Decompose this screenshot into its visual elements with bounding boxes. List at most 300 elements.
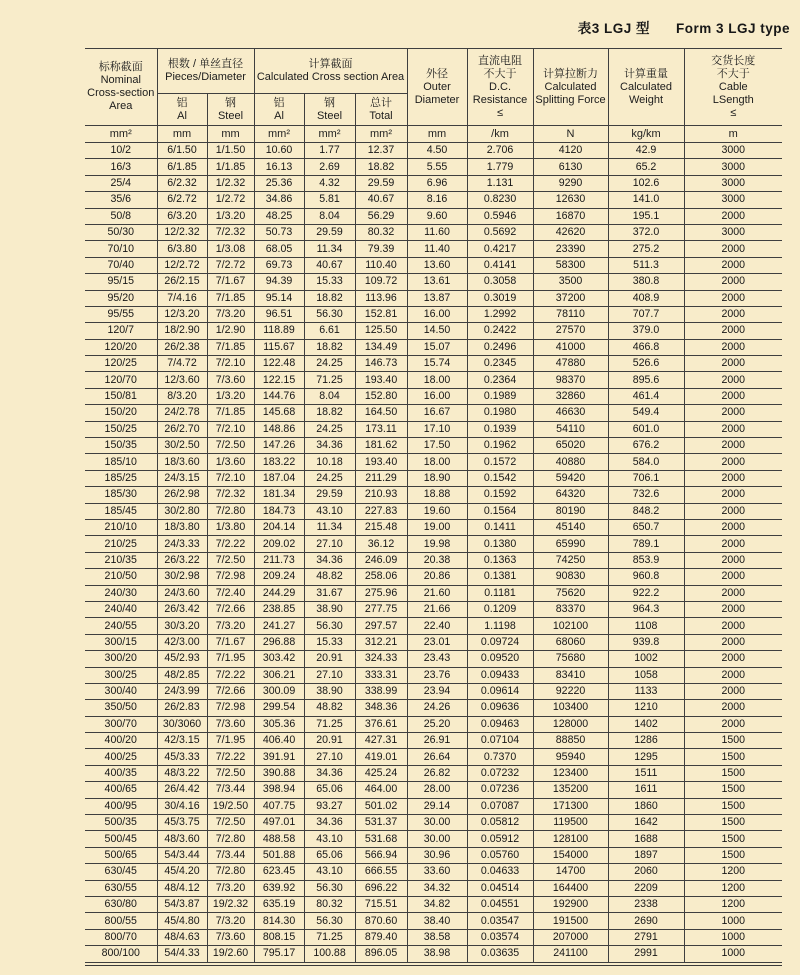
cell: 1/3.20: [207, 388, 254, 404]
cell: 70/10: [85, 241, 157, 257]
cell: 123400: [533, 765, 608, 781]
cell: 398.94: [254, 782, 304, 798]
table-row: [85, 913, 782, 929]
cell: 26.64: [407, 749, 467, 765]
cell: 0.1989: [467, 388, 533, 404]
page-title-cn: 表3 LGJ 型: [577, 21, 650, 36]
cell: 379.0: [608, 323, 684, 339]
cell: 0.1980: [467, 405, 533, 421]
cell: 18.82: [304, 290, 355, 306]
cell: 333.31: [355, 667, 407, 683]
cell: 95/15: [85, 274, 157, 290]
cell: 12/3.60: [157, 372, 207, 388]
cell: 43.10: [304, 864, 355, 880]
cell: 406.40: [254, 733, 304, 749]
cell: 154000: [533, 847, 608, 863]
cell: 4.32: [304, 175, 355, 191]
table-row: [85, 274, 782, 290]
cell: 150/25: [85, 421, 157, 437]
table-row: [85, 749, 782, 765]
cell: 13.87: [407, 290, 467, 306]
cell: 24/3.33: [157, 536, 207, 552]
cell: 7/2.32: [207, 224, 254, 240]
cell: 1860: [608, 798, 684, 814]
cell: 0.09463: [467, 716, 533, 732]
cell: 30/3060: [157, 716, 207, 732]
cell: 150/81: [85, 388, 157, 404]
cell: 244.29: [254, 585, 304, 601]
cell: 7/2.66: [207, 601, 254, 617]
cell: 350/50: [85, 700, 157, 716]
cell: 120/70: [85, 372, 157, 388]
unit-cell: mm²: [254, 126, 304, 143]
cell: 19.60: [407, 503, 467, 519]
cell: 1500: [684, 733, 782, 749]
cell: 54/4.33: [157, 946, 207, 962]
cell: 808.15: [254, 929, 304, 945]
cell: 500/35: [85, 815, 157, 831]
cell: 102.6: [608, 175, 684, 191]
table-row: [85, 552, 782, 568]
cell: 732.6: [608, 487, 684, 503]
table-body: [85, 143, 782, 963]
col-header-dc-resistance: 直流电阻 不大于 D.C. Resistance ≤: [467, 49, 533, 126]
cell: 324.33: [355, 651, 407, 667]
cell: 93.27: [304, 798, 355, 814]
cell: 511.3: [608, 257, 684, 273]
cell: 80.32: [304, 896, 355, 912]
cell: 207000: [533, 929, 608, 945]
cell: 7/4.72: [157, 356, 207, 372]
cell: 48/3.22: [157, 765, 207, 781]
cell: 191500: [533, 913, 608, 929]
cell: 43.10: [304, 503, 355, 519]
cell: 258.06: [355, 569, 407, 585]
cell: 2000: [684, 405, 782, 421]
cell: 0.03547: [467, 913, 533, 929]
cell: 407.75: [254, 798, 304, 814]
table-row: [85, 257, 782, 273]
table-row: [85, 864, 782, 880]
cell: 2060: [608, 864, 684, 880]
cell: 95940: [533, 749, 608, 765]
cell: 75620: [533, 585, 608, 601]
cell: 408.9: [608, 290, 684, 306]
cell: 19/2.50: [207, 798, 254, 814]
cell: 2000: [684, 519, 782, 535]
cell: 21.60: [407, 585, 467, 601]
cell: 68060: [533, 634, 608, 650]
cell: 6/2.32: [157, 175, 207, 191]
cell: 125.50: [355, 323, 407, 339]
cell: 2000: [684, 667, 782, 683]
cell: 2338: [608, 896, 684, 912]
cell: 300/20: [85, 651, 157, 667]
table-row: [85, 388, 782, 404]
cell: 1642: [608, 815, 684, 831]
cell: 50/8: [85, 208, 157, 224]
table-row: [85, 683, 782, 699]
cell: 7/3.44: [207, 847, 254, 863]
cell: 9290: [533, 175, 608, 191]
cell: 0.09614: [467, 683, 533, 699]
cell: 45/4.20: [157, 864, 207, 880]
cell: 0.1572: [467, 454, 533, 470]
cell: 15.74: [407, 356, 467, 372]
cell: 120/7: [85, 323, 157, 339]
cell: 204.14: [254, 519, 304, 535]
cell: 24.26: [407, 700, 467, 716]
cell: 16.00: [407, 388, 467, 404]
cell: 148.86: [254, 421, 304, 437]
cell: 566.94: [355, 847, 407, 863]
cell: 2000: [684, 618, 782, 634]
cell: 18/3.60: [157, 454, 207, 470]
cell: 18.00: [407, 454, 467, 470]
table-row: [85, 290, 782, 306]
cell: 48.82: [304, 700, 355, 716]
cell: 209.24: [254, 569, 304, 585]
cell: 115.67: [254, 339, 304, 355]
cell: 380.8: [608, 274, 684, 290]
cell: 30/4.16: [157, 798, 207, 814]
cell: 300/25: [85, 667, 157, 683]
sub-header-steel-pieces: 钢 Steel: [207, 94, 254, 126]
cell: 0.1209: [467, 601, 533, 617]
cell: 5.55: [407, 159, 467, 175]
cell: 300.09: [254, 683, 304, 699]
cell: 400/65: [85, 782, 157, 798]
cell: 59420: [533, 470, 608, 486]
cell: 80.32: [355, 224, 407, 240]
cell: 7/3.20: [207, 618, 254, 634]
cell: 2000: [684, 356, 782, 372]
table-row: [85, 159, 782, 175]
cell: 630/80: [85, 896, 157, 912]
cell: 1/2.32: [207, 175, 254, 191]
cell: 2000: [684, 290, 782, 306]
col-group-pieces-diameter: 根数 / 单丝直径 Pieces/Diameter: [157, 49, 254, 94]
cell: 26/3.42: [157, 601, 207, 617]
cell: 299.54: [254, 700, 304, 716]
cell: 1/3.08: [207, 241, 254, 257]
cell: 676.2: [608, 438, 684, 454]
cell: 42620: [533, 224, 608, 240]
cell: 18.82: [355, 159, 407, 175]
cell: 238.85: [254, 601, 304, 617]
table-row: [85, 765, 782, 781]
cell: 1000: [684, 913, 782, 929]
cell: 7/2.72: [207, 257, 254, 273]
cell: 7/2.10: [207, 421, 254, 437]
cell: 501.88: [254, 847, 304, 863]
cell: 181.62: [355, 438, 407, 454]
cell: 13.60: [407, 257, 467, 273]
cell: 210/50: [85, 569, 157, 585]
cell: 241100: [533, 946, 608, 962]
cell: 7/2.50: [207, 765, 254, 781]
table-row: [85, 143, 782, 159]
cell: 2000: [684, 257, 782, 273]
cell: 74250: [533, 552, 608, 568]
cell: 338.99: [355, 683, 407, 699]
cell: 300/40: [85, 683, 157, 699]
cell: 18.90: [407, 470, 467, 486]
table-row: [85, 339, 782, 355]
cell: 7/3.20: [207, 306, 254, 322]
table-row: [85, 634, 782, 650]
table-row: [85, 618, 782, 634]
cell: 348.36: [355, 700, 407, 716]
cell: 0.04551: [467, 896, 533, 912]
cell: 1611: [608, 782, 684, 798]
cell: 35/6: [85, 192, 157, 208]
cell: 122.15: [254, 372, 304, 388]
cell: 16.13: [254, 159, 304, 175]
cell: 0.2422: [467, 323, 533, 339]
cell: 800/100: [85, 946, 157, 962]
table-row: [85, 438, 782, 454]
cell: 26.91: [407, 733, 467, 749]
cell: 210/35: [85, 552, 157, 568]
cell: 0.1181: [467, 585, 533, 601]
cell: 2000: [684, 700, 782, 716]
cell: 296.88: [254, 634, 304, 650]
cell: 120/20: [85, 339, 157, 355]
unit-cell: mm²: [304, 126, 355, 143]
cell: 0.3058: [467, 274, 533, 290]
cell: 48.25: [254, 208, 304, 224]
unit-cell: mm: [207, 126, 254, 143]
cell: 23390: [533, 241, 608, 257]
cell: 2000: [684, 388, 782, 404]
cell: 119500: [533, 815, 608, 831]
cell: 3000: [684, 224, 782, 240]
cell: 50/30: [85, 224, 157, 240]
cell: 2000: [684, 651, 782, 667]
cell: 1002: [608, 651, 684, 667]
cell: 173.11: [355, 421, 407, 437]
table-row: [85, 880, 782, 896]
cell: 195.1: [608, 208, 684, 224]
table-row: [85, 503, 782, 519]
cell: 419.01: [355, 749, 407, 765]
cell: 2991: [608, 946, 684, 962]
cell: 30/2.50: [157, 438, 207, 454]
cell: 1/3.20: [207, 208, 254, 224]
cell: 54/3.87: [157, 896, 207, 912]
cell: 1500: [684, 847, 782, 863]
cell: 27.10: [304, 667, 355, 683]
cell: 0.1380: [467, 536, 533, 552]
cell: 164.50: [355, 405, 407, 421]
cell: 6130: [533, 159, 608, 175]
cell: 34.36: [304, 815, 355, 831]
cell: 6/1.85: [157, 159, 207, 175]
cell: 210/10: [85, 519, 157, 535]
cell: 25/4: [85, 175, 157, 191]
table-row: [85, 536, 782, 552]
cell: 83410: [533, 667, 608, 683]
cell: 28.00: [407, 782, 467, 798]
cell: 297.57: [355, 618, 407, 634]
cell: 48/3.60: [157, 831, 207, 847]
cell: 38.98: [407, 946, 467, 962]
cell: 1402: [608, 716, 684, 732]
cell: 34.82: [407, 896, 467, 912]
cell: 0.09724: [467, 634, 533, 650]
cell: 531.37: [355, 815, 407, 831]
cell: 18.82: [304, 339, 355, 355]
cell: 246.09: [355, 552, 407, 568]
cell: 7/2.22: [207, 536, 254, 552]
cell: 0.05812: [467, 815, 533, 831]
cell: 7/2.40: [207, 585, 254, 601]
cell: 56.30: [304, 306, 355, 322]
cell: 185/10: [85, 454, 157, 470]
cell: 1.131: [467, 175, 533, 191]
unit-cell: mm²: [85, 126, 157, 143]
cell: 696.22: [355, 880, 407, 896]
units-row: [85, 126, 782, 143]
cell: 29.59: [304, 487, 355, 503]
table-row: [85, 175, 782, 191]
cell: 1210: [608, 700, 684, 716]
unit-cell: N: [533, 126, 608, 143]
cell: 2000: [684, 487, 782, 503]
cell: 65.2: [608, 159, 684, 175]
cell: 2000: [684, 536, 782, 552]
col-group-calculated-area: 计算截面 Calculated Cross section Area: [254, 49, 407, 94]
cell: 215.48: [355, 519, 407, 535]
cell: 0.2496: [467, 339, 533, 355]
cell: 0.1381: [467, 569, 533, 585]
cell: 146.73: [355, 356, 407, 372]
page-title: [0, 17, 790, 37]
cell: 36.12: [355, 536, 407, 552]
cell: 16.67: [407, 405, 467, 421]
cell: 7/4.16: [157, 290, 207, 306]
cell: 2000: [684, 601, 782, 617]
cell: 2000: [684, 552, 782, 568]
table-row: [85, 585, 782, 601]
cell: 7/2.66: [207, 683, 254, 699]
cell: 526.6: [608, 356, 684, 372]
cell: 27570: [533, 323, 608, 339]
cell: 210/25: [85, 536, 157, 552]
col-header-splitting-force: 计算拉断力 Calculated Splitting Force: [533, 49, 608, 126]
cell: 2000: [684, 306, 782, 322]
cell: 7/2.22: [207, 667, 254, 683]
cell: 71.25: [304, 929, 355, 945]
table-row: [85, 405, 782, 421]
cell: 185/25: [85, 470, 157, 486]
cell: 1/3.80: [207, 519, 254, 535]
cell: 7/3.20: [207, 913, 254, 929]
cell: 11.60: [407, 224, 467, 240]
cell: 7/3.60: [207, 716, 254, 732]
cell: 171300: [533, 798, 608, 814]
cell: 150/20: [85, 405, 157, 421]
table-row: [85, 929, 782, 945]
cell: 30.00: [407, 815, 467, 831]
cell: 0.1363: [467, 552, 533, 568]
cell: 0.8230: [467, 192, 533, 208]
cell: 193.40: [355, 454, 407, 470]
table-row: [85, 782, 782, 798]
cell: 7/2.80: [207, 503, 254, 519]
table-row: [85, 224, 782, 240]
cell: 2000: [684, 503, 782, 519]
cell: 1500: [684, 798, 782, 814]
cell: 33.60: [407, 864, 467, 880]
cell: 8/3.20: [157, 388, 207, 404]
cell: 145.68: [254, 405, 304, 421]
cell: 7/2.50: [207, 552, 254, 568]
cell: 1500: [684, 765, 782, 781]
cell: 47880: [533, 356, 608, 372]
cell: 2000: [684, 438, 782, 454]
cell: 1500: [684, 749, 782, 765]
cell: 18/2.90: [157, 323, 207, 339]
cell: 306.21: [254, 667, 304, 683]
cell: 853.9: [608, 552, 684, 568]
cell: 5.81: [304, 192, 355, 208]
cell: 38.58: [407, 929, 467, 945]
cell: 15.33: [304, 634, 355, 650]
unit-cell: m: [684, 126, 782, 143]
cell: 110.40: [355, 257, 407, 273]
cell: 7/1.85: [207, 339, 254, 355]
cell: 0.4217: [467, 241, 533, 257]
cell: 34.36: [304, 552, 355, 568]
table-row: [85, 454, 782, 470]
cell: 1897: [608, 847, 684, 863]
cell: 48/4.12: [157, 880, 207, 896]
cell: 305.36: [254, 716, 304, 732]
cell: 34.32: [407, 880, 467, 896]
cell: 0.04514: [467, 880, 533, 896]
cell: 65020: [533, 438, 608, 454]
page-title-en: Form 3 LGJ type: [675, 21, 790, 36]
cell: 54/3.44: [157, 847, 207, 863]
cell: 164400: [533, 880, 608, 896]
cell: 0.2364: [467, 372, 533, 388]
cell: 1200: [684, 896, 782, 912]
cell: 4120: [533, 143, 608, 159]
table-row: [85, 847, 782, 863]
cell: 800/70: [85, 929, 157, 945]
cell: 40880: [533, 454, 608, 470]
cell: 24.25: [304, 470, 355, 486]
cell: 12.37: [355, 143, 407, 159]
cell: 10.18: [304, 454, 355, 470]
cell: 185/30: [85, 487, 157, 503]
cell: 922.2: [608, 585, 684, 601]
cell: 50.73: [254, 224, 304, 240]
cell: 1000: [684, 946, 782, 962]
cell: 7/2.32: [207, 487, 254, 503]
cell: 1/2.72: [207, 192, 254, 208]
cell: 23.76: [407, 667, 467, 683]
cell: 27.10: [304, 749, 355, 765]
cell: 134.49: [355, 339, 407, 355]
cell: 7/2.80: [207, 864, 254, 880]
cell: 466.8: [608, 339, 684, 355]
cell: 94.39: [254, 274, 304, 290]
cell: 0.1592: [467, 487, 533, 503]
cell: 300/15: [85, 634, 157, 650]
